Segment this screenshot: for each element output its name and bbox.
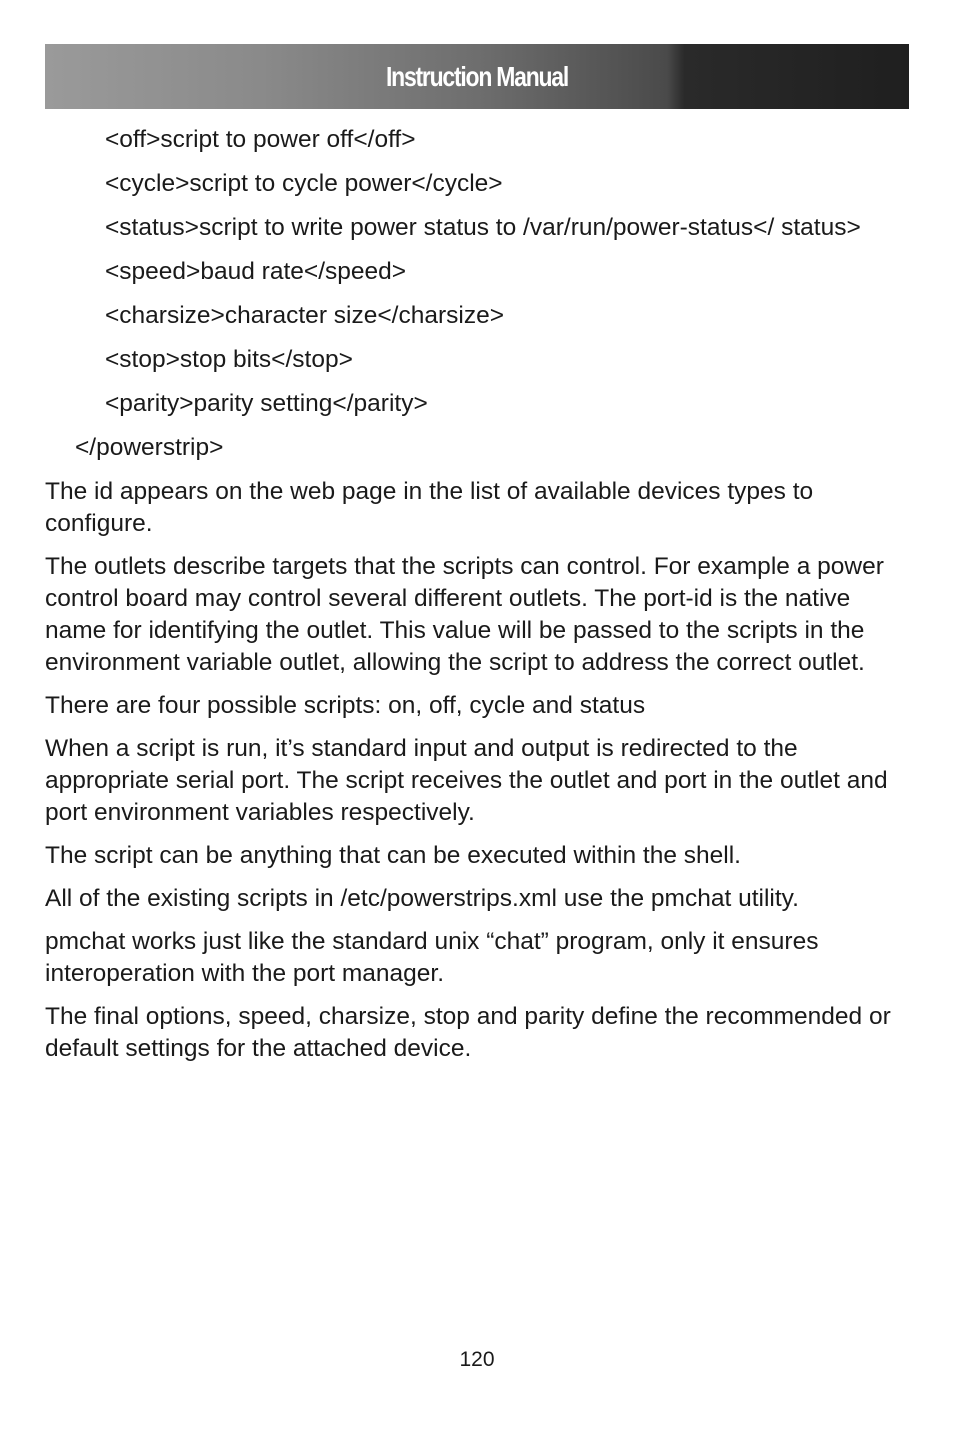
paragraph-outlets: The outlets describe targets that the scripts can control. For example a power control board may control several different outlets. The port-id is the native name for identifying the outlet. This value will be passed to the scripts in the environment variable outlet, allowing the script to address the correct outlet.	[45, 553, 884, 676]
page-number: 120	[459, 1348, 495, 1371]
paragraph-script-run: When a script is run, it’s standard input and output is redirected to the appropriate serial port. The script receives the outlet and port in the outlet and port environment variables respectively.	[45, 735, 888, 826]
paragraph-scripts: There are four possible scripts: on, off, cycle and status	[45, 692, 646, 719]
code-line-off: <off>script to power off</off>	[105, 126, 416, 153]
header-bar	[45, 44, 909, 109]
document-body	[45, 124, 909, 1076]
code-line-charsize: <charsize>character size</charsize>	[105, 302, 504, 329]
paragraph-final-options: The final options, speed, charsize, stop and parity define the recommended or default settings for the attached device.	[45, 1003, 891, 1062]
code-line-parity: <parity>parity setting</parity>	[105, 390, 428, 417]
paragraph-id: The id appears on the web page in the list of available devices types to configure.	[45, 478, 814, 537]
paragraph-script-shell: The script can be anything that can be executed within the shell.	[45, 842, 741, 869]
paragraph-pmchat-utility: All of the existing scripts in /etc/powerstrips.xml use the pmchat utility.	[45, 885, 799, 912]
code-line-powerstrip-close: </powerstrip>	[75, 434, 224, 461]
code-line-speed: <speed>baud rate</speed>	[105, 258, 407, 285]
header-title: Instruction Manual	[386, 61, 568, 92]
code-line-cycle: <cycle>script to cycle power</cycle>	[105, 170, 503, 197]
code-line-stop: <stop>stop bits</stop>	[105, 346, 353, 373]
paragraph-pmchat-chat: pmchat works just like the standard unix “chat” program, only it ensures interoperation with the port manager.	[45, 928, 819, 987]
code-line-status: <status>script to write power status to /var/run/power-status</ status>	[105, 214, 861, 241]
